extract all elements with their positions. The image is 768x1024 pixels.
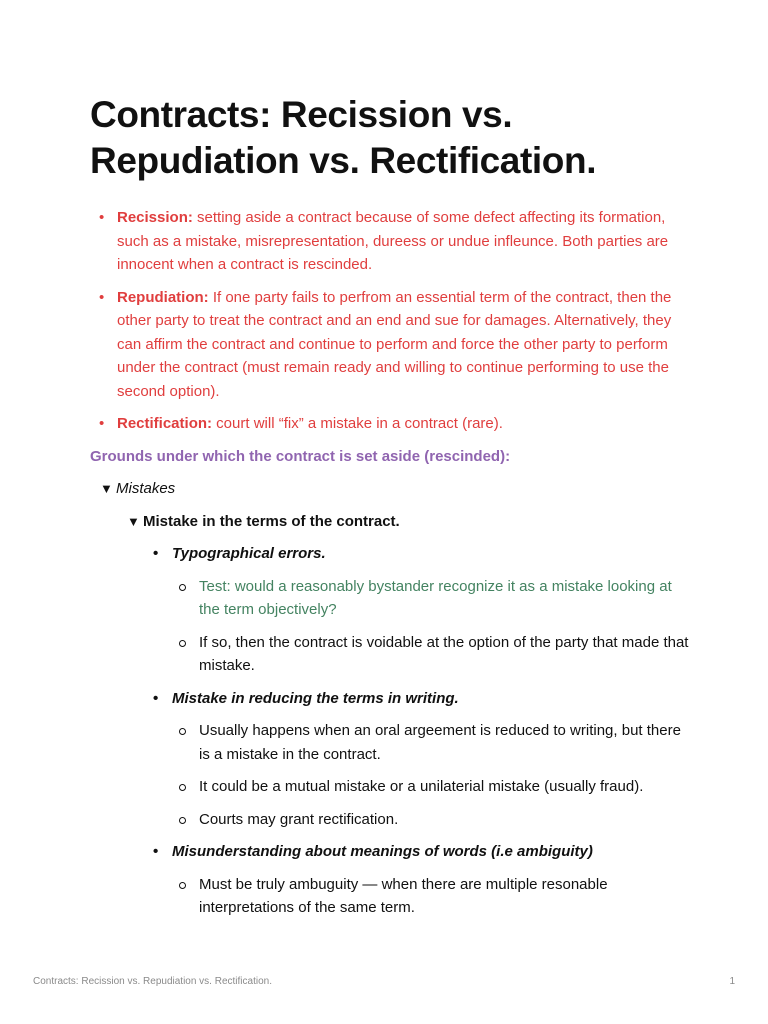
grounds-heading: Grounds under which the contract is set aside (rescinded): — [90, 447, 511, 465]
footer-title: Contracts: Recission vs. Repudiation vs. Rectification. — [33, 976, 272, 987]
document-page — [90, 92, 690, 920]
section-heading-typographical-errors — [90, 542, 690, 566]
definition-term: Repudiation: — [117, 288, 209, 306]
toggle-mistakes-label: Mistakes — [116, 480, 176, 497]
list-item — [90, 719, 689, 766]
list-item — [90, 775, 689, 799]
section-heading-label: Mistake in reducing the terms in writing. — [172, 689, 459, 707]
list-item-text: Courts may grant rectification. — [199, 810, 399, 828]
section-heading-label: Typographical errors. — [172, 545, 326, 562]
section-heading-ambiguity — [90, 840, 690, 864]
list-item-text: Must be truly ambuguity — when there are multiple resonable interpretations of the same term. — [199, 875, 608, 916]
definition-item-recission — [90, 206, 690, 277]
page-number: 1 — [729, 976, 735, 987]
list-item — [90, 631, 689, 678]
definition-item-rectification — [90, 412, 690, 436]
bullet-icon: • — [99, 209, 105, 226]
triangle-down-icon[interactable]: ▼ — [100, 481, 113, 496]
bullet-icon: • — [153, 843, 159, 860]
toggle-mistake-in-terms[interactable] — [90, 510, 690, 534]
hollow-bullet-icon — [179, 584, 186, 591]
hollow-bullet-icon — [179, 640, 186, 647]
definition-item-repudiation — [90, 286, 690, 404]
bullet-icon: • — [153, 689, 159, 707]
definition-text: court will “fix” a mistake in a contract (rare). — [212, 415, 503, 432]
section-heading-label: Misunderstanding about meanings of words (i.e ambiguity) — [172, 843, 593, 860]
definitions-list — [90, 206, 690, 436]
section-heading-mistake-in-writing — [90, 687, 690, 711]
definition-text: setting aside a contract because of some defect affecting its formation, such as a mistake, misrepresentation, dureess or undue infleunce. Both parties are innocent when a contract is rescinded. — [117, 209, 669, 273]
bullet-icon: • — [99, 415, 105, 432]
toggle-mistakes[interactable] — [90, 477, 690, 501]
bullet-icon: • — [153, 545, 159, 562]
hollow-bullet-icon — [179, 784, 186, 791]
definition-term: Recission: — [117, 209, 193, 226]
triangle-down-icon[interactable]: ▼ — [127, 513, 140, 529]
toggle-mistake-in-terms-label: Mistake in the terms of the contract. — [143, 512, 400, 530]
list-item-text: Test: would a reasonably bystander recognize it as a mistake looking at the term objectively? — [199, 577, 672, 618]
bullet-icon: • — [99, 288, 105, 306]
hollow-bullet-icon — [179, 882, 186, 889]
list-item — [90, 873, 689, 920]
hollow-bullet-icon — [179, 728, 186, 735]
page-title: Contracts: Recission vs. Repudiation vs. Rectification. — [90, 94, 597, 181]
list-item — [90, 575, 689, 622]
definition-term: Rectification: — [117, 415, 213, 432]
list-item — [90, 808, 689, 832]
list-item-text: It could be a mutual mistake or a unilaterial mistake (usually fraud). — [199, 778, 644, 795]
hollow-bullet-icon — [179, 817, 186, 824]
definition-text: If one party fails to perfrom an essential term of the contract, then the other party to treat the contract and an end and sue for damages. Alternatively, they can affirm the contract and continue to perform and force the other party to perform under the contract (must remain ready and willing to continue performing to use the second option). — [117, 288, 672, 400]
list-item-text: Usually happens when an oral argeement is reduced to writing, but there is a mistake in the contract. — [199, 722, 681, 763]
list-item-text: If so, then the contract is voidable at the option of the party that made that mistake. — [199, 633, 689, 674]
